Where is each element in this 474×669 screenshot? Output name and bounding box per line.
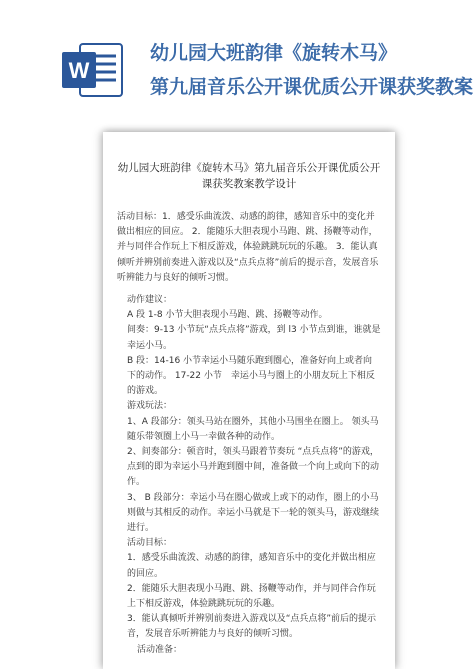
body-line: A 段 1-8 小节大胆表现小马跑、跳、扬鞭等动作。 xyxy=(127,310,328,321)
body-line: B 段：14-16 小节幸运小马随乐跑到圈心，准备好向上或者向下的动作。 17-22 小节 幸运小马与圈上的小朋友玩上下相反的游戏。 xyxy=(127,355,375,397)
header-banner xyxy=(0,0,474,112)
document-title: 幼儿园大班韵律《旋转木马》第九届音乐公开课优质公开课获奖教案教学设计 xyxy=(117,162,381,190)
body-line: 2、间奏部分：顿音时，领头马跟着节奏玩 “点兵点将”的游戏，点到的即为幸运小马并跑到圈中间，准备做一个向上或向下的动作。 xyxy=(127,447,380,488)
body-line: 动作建议： xyxy=(127,295,173,305)
page-title-line1: 幼儿园大班韵律《旋转木马》 xyxy=(150,42,398,64)
body-line: 1、A 段部分：领头马站在圈外，其他小马围坐在圈上。 领头马随乐带领圈上小马一幸做各种的动作。 xyxy=(127,416,379,442)
document-page xyxy=(103,132,395,669)
activity-goals-text: 活动目标：1．感受乐曲流泼、动感的韵律，感知音乐中的变化并做出相应的回应。 2．能随乐大胆表现小马跑、跳、扬鞭等动作，并与同伴合作玩上下相反游戏，体验跳跳玩玩的乐趣。 3．能认真倾听并辨别前奏进入游戏以及“点兵点将”前后的提示音，发展音乐听辨能力与良好的倾听习惯。 xyxy=(117,212,379,283)
body-line: 活动准备： xyxy=(137,644,183,655)
word-document-icon xyxy=(60,40,124,100)
body-line: 3．能认真倾听并辨别前奏进入游戏以及“点兵点将”前后的提示音，发展音乐听辨能力与良好的倾听习惯。 xyxy=(127,614,377,640)
document-body xyxy=(117,293,381,658)
word-icon-letter: W xyxy=(68,58,90,83)
page-title-line2: 第九届音乐公开课优质公开课获奖教案 xyxy=(150,76,474,98)
body-line: 1．感受乐曲流泼、动感的韵律，感知音乐中的变化并做出相应的回应。 xyxy=(127,553,376,579)
body-line: 间奏：9-13 小节玩“点兵点将”游戏，到 l3 小节点到谁，谁就是幸运小马。 xyxy=(127,325,381,351)
body-line: 活动目标： xyxy=(127,538,173,549)
body-line: 游戏玩法： xyxy=(127,401,173,412)
body-line: 2．能随乐大胆表现小马跑、跳、扬鞭等动作，并与同伴合作玩上下相反游戏，体验跳跳玩玩的乐趣。 xyxy=(127,583,376,610)
body-line: 3、 B 段部分：幸运小马在圈心做或上或下的动作，圈上的小马则做与其相反的动作。幸运小马就是下一轮的领头马，游戏继续进行。 xyxy=(127,492,380,534)
page-title xyxy=(150,36,474,104)
activity-goals-paragraph xyxy=(117,210,381,286)
